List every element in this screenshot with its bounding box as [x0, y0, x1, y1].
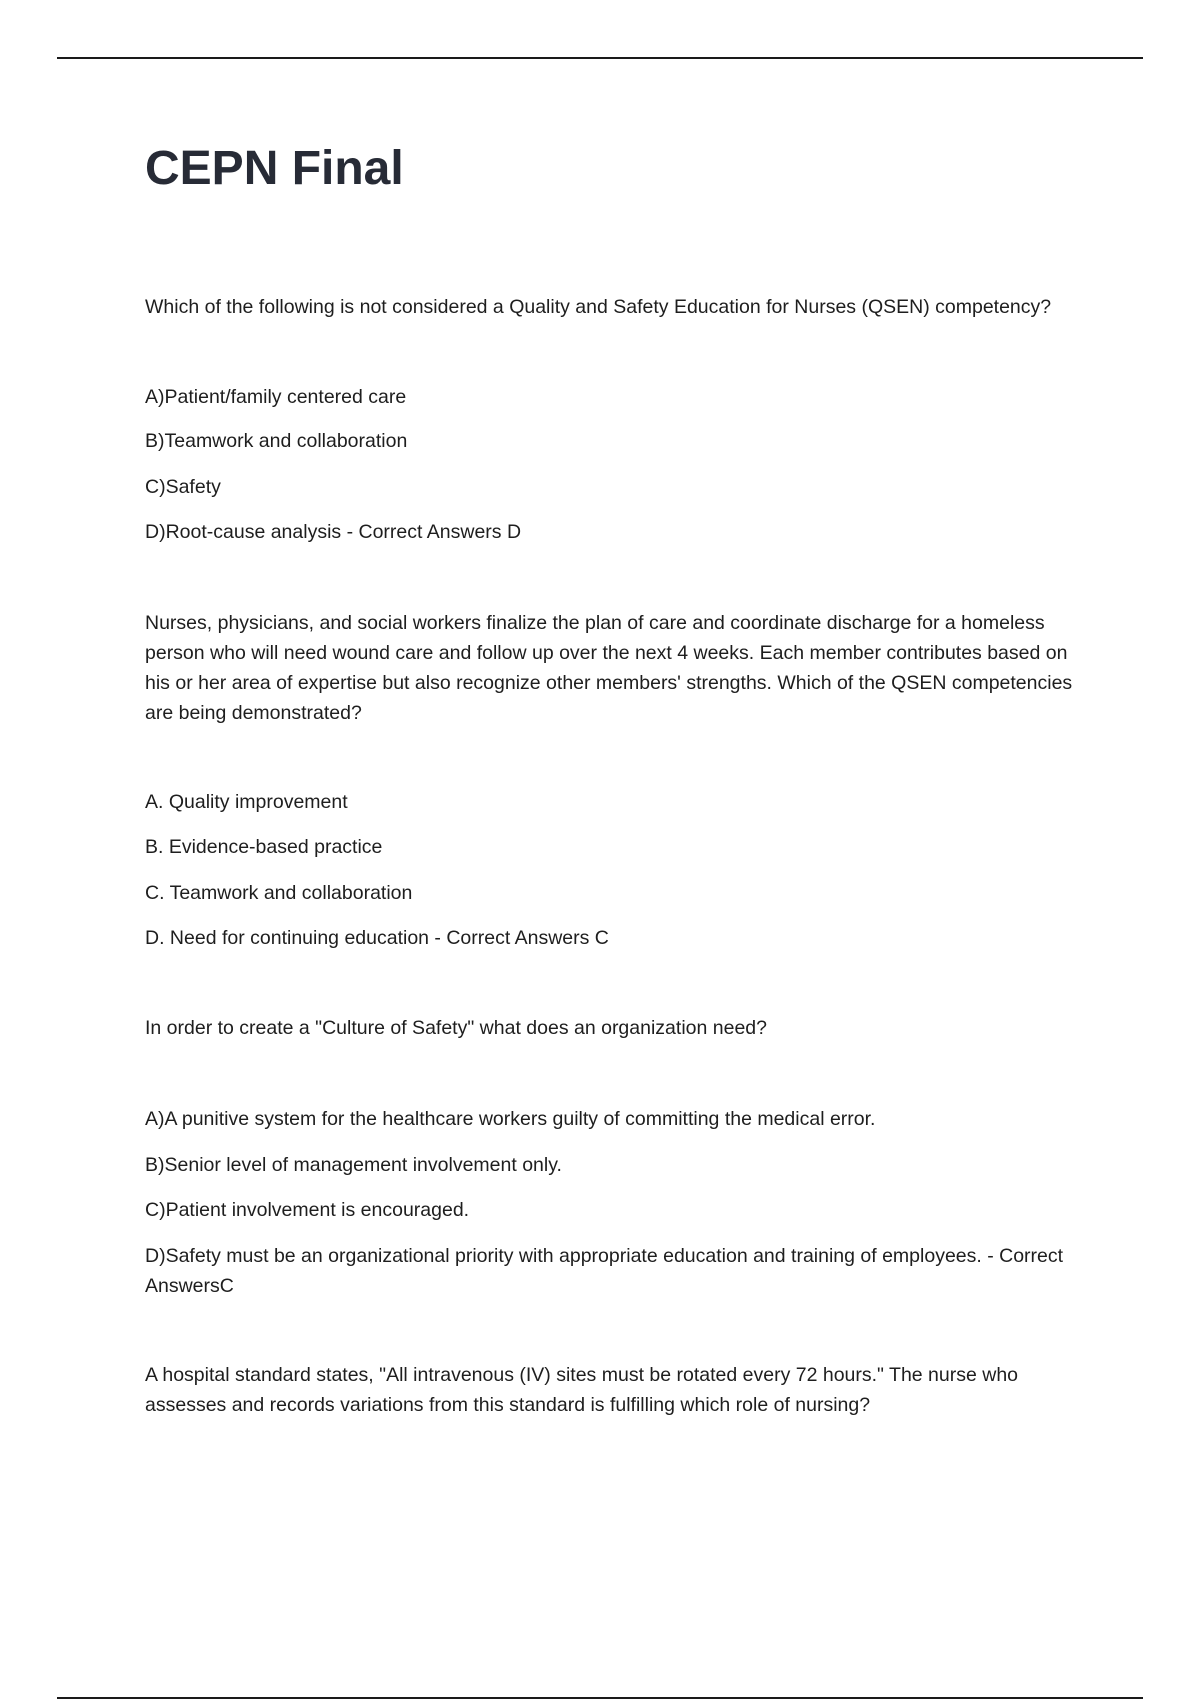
option: C)Safety	[145, 476, 221, 498]
option: B)Senior level of management involvement only.	[145, 1154, 562, 1176]
document-title: CEPN Final	[145, 142, 404, 195]
q1-option-b	[145, 426, 1095, 456]
q2-option-a	[145, 787, 1095, 817]
option: D. Need for continuing education - Correct Answers C	[145, 927, 609, 949]
q3-option-a	[145, 1104, 1095, 1134]
q2-option-b	[145, 832, 1095, 862]
top-rule	[57, 57, 1143, 59]
q3-option-d	[145, 1241, 1095, 1301]
q2-option-c	[145, 878, 1095, 908]
question-3	[145, 1013, 1095, 1043]
question-1	[145, 292, 1095, 322]
option: D)Safety must be an organizational priority with appropriate education and training of employees. - Correct AnswersC	[145, 1245, 1064, 1297]
q3-option-c	[145, 1195, 1095, 1225]
q1-option-c	[145, 472, 1095, 502]
question-text: In order to create a "Culture of Safety" what does an organization need?	[145, 1017, 767, 1039]
q1-option-d	[145, 517, 1095, 547]
option: C)Patient involvement is encouraged.	[145, 1199, 470, 1221]
option: A. Quality improvement	[145, 791, 348, 813]
question-text: Which of the following is not considered a Quality and Safety Education for Nurses (QSEN) competency?	[145, 296, 1052, 318]
option: B. Evidence-based practice	[145, 836, 383, 858]
question-text: A hospital standard states, "All intravenous (IV) sites must be rotated every 72 hours." The nurse who assesses and records variations from this standard is fulfilling which role of nursing?	[145, 1364, 1019, 1416]
q1-option-a	[145, 382, 1095, 412]
q3-option-b	[145, 1150, 1095, 1180]
question-text: Nurses, physicians, and social workers finalize the plan of care and coordinate discharge for a homeless person who will need wound care and follow up over the next 4 weeks. Each member contributes based on his or her area of expertise but also recognize other members' strengths. Which of the QSEN competencies are being demonstrated?	[145, 612, 1073, 724]
question-2	[145, 608, 1095, 728]
bottom-rule	[57, 1697, 1143, 1699]
q2-option-d	[145, 923, 1095, 953]
option: A)Patient/family centered care	[145, 386, 407, 408]
question-4	[145, 1360, 1095, 1420]
option: A)A punitive system for the healthcare workers guilty of committing the medical error.	[145, 1108, 876, 1130]
option: D)Root-cause analysis - Correct Answers D	[145, 521, 522, 543]
option: C. Teamwork and collaboration	[145, 882, 413, 904]
option: B)Teamwork and collaboration	[145, 430, 408, 452]
